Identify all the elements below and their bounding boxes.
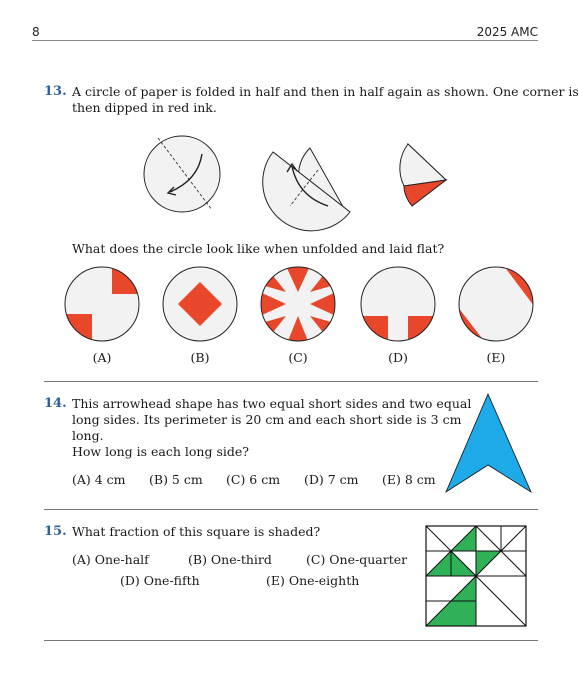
separator-2 (44, 509, 538, 510)
choice-d-label: (D) (388, 350, 408, 365)
q15-number: 15. (44, 524, 67, 539)
q14-text-line3: long. (72, 428, 104, 443)
answer-d-figure (354, 267, 442, 346)
choice-e-label: (E) (486, 350, 506, 365)
half-circle-figure (263, 148, 350, 231)
choice-b-label: (B) (190, 350, 210, 365)
q14-number: 14. (44, 396, 67, 411)
q13-text-line2: then dipped in red ink. (72, 100, 217, 115)
answer-a-figure (64, 266, 152, 354)
quarter-circle-figure (400, 144, 446, 212)
q15-text: What fraction of this square is shaded? (72, 524, 321, 539)
page-number: 8 (32, 25, 40, 39)
separator-1 (44, 381, 538, 382)
header-rule (32, 40, 538, 41)
q15-option-a: (A) One-half (72, 552, 149, 567)
q14-option-d: (D) 7 cm (304, 472, 359, 487)
q14-option-a: (A) 4 cm (72, 472, 126, 487)
answer-e-figure (454, 266, 544, 346)
q15-option-e: (E) One-eighth (266, 573, 360, 588)
q13-answer-figures (64, 266, 544, 346)
arrowhead-shape (444, 392, 534, 494)
q14-text-line2: long sides. Its perimeter is 20 cm and each short side is 3 cm (72, 412, 462, 427)
answer-b-figure (163, 267, 237, 341)
q13-text-line1: A circle of paper is folded in half and then in half again as shown. One corner is (72, 84, 579, 99)
choice-c-label: (C) (288, 350, 308, 365)
q15-option-c: (C) One-quarter (306, 552, 408, 567)
q14-prompt: How long is each long side? (72, 444, 249, 459)
q15-option-b: (B) One-third (188, 552, 272, 567)
separator-3 (44, 640, 538, 641)
q14-option-c: (C) 6 cm (226, 472, 281, 487)
q14-option-b: (B) 5 cm (149, 472, 203, 487)
full-circle-figure (144, 136, 220, 212)
choice-a-label: (A) (92, 350, 112, 365)
q13-folding-diagram (140, 130, 460, 220)
q13-prompt: What does the circle look like when unfolded and laid flat? (72, 241, 445, 256)
q14-option-e: (E) 8 cm (382, 472, 436, 487)
shaded-square-figure (426, 526, 526, 626)
header-title: 2025 AMC (476, 25, 538, 39)
q15-option-d: (D) One-fifth (120, 573, 200, 588)
q14-text-line1: This arrowhead shape has two equal short sides and two equal (72, 396, 472, 411)
answer-c-figure (258, 266, 338, 346)
q13-number: 13. (44, 84, 67, 99)
